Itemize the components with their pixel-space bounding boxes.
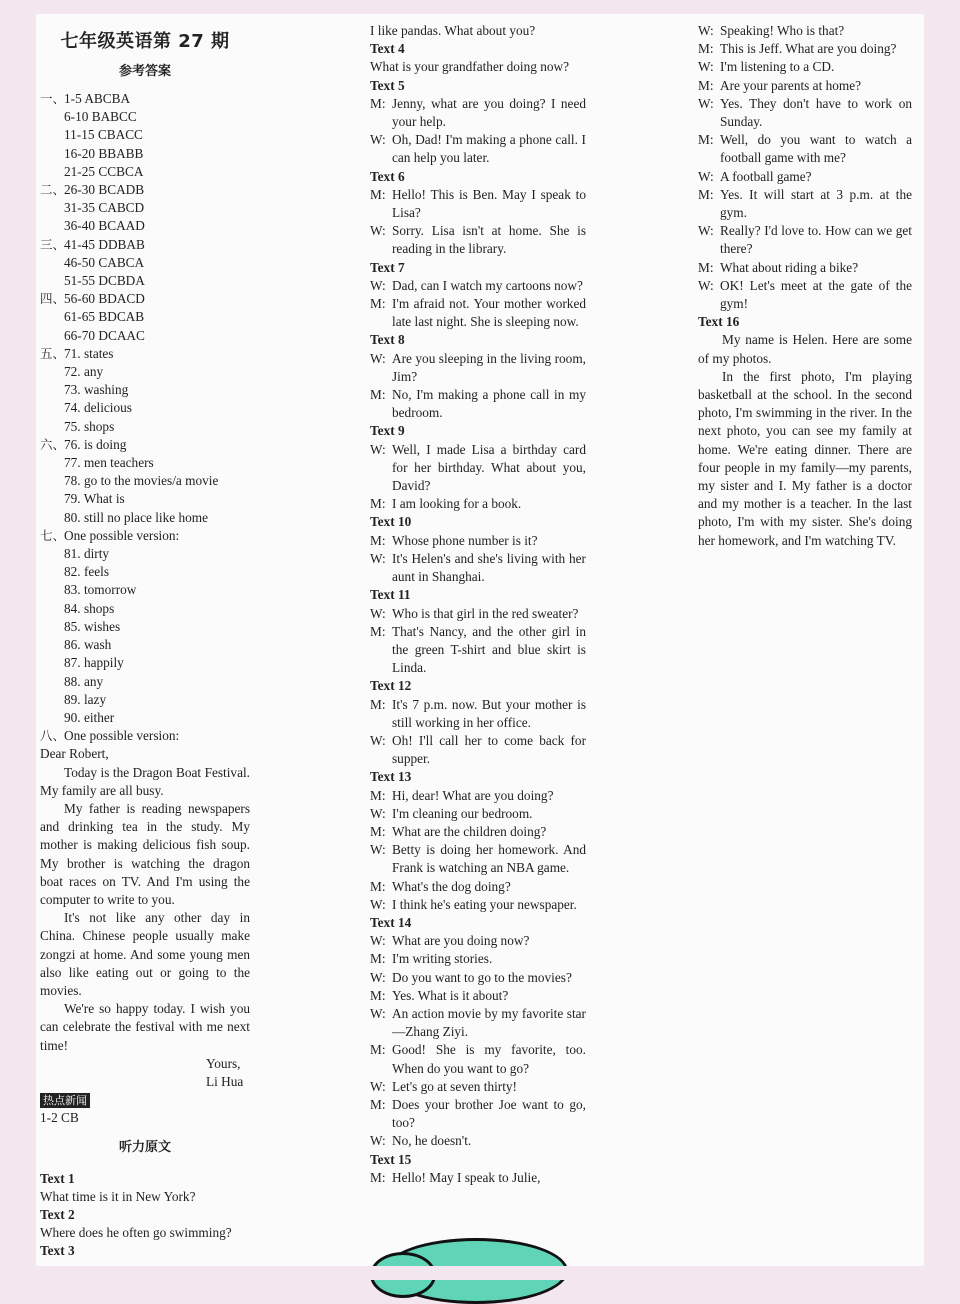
dialogue-text: Are your parents at home? [720,77,862,93]
answer-text: 77. men teachers [64,455,154,471]
speaker-label: M: [370,186,386,202]
dialogue-line [370,805,586,823]
dialogue-line [370,896,586,914]
section-label: 一、 [40,91,66,106]
answer-text: 1-5 ABCBA [64,91,131,106]
dialogue-text: What are you doing now? [392,933,530,949]
letter-greeting: Dear Robert, [40,746,109,762]
answer-row [40,654,250,672]
section-label [40,673,64,691]
answer-text: 78. go to the movies/a movie [64,473,219,489]
section-label [40,454,64,472]
answer-text: 90. either [64,709,115,725]
answer-text: 89. lazy [64,691,107,707]
section-label: 五、 [40,345,66,361]
answer-row [40,509,250,527]
news-label: 热点新闻 [40,1093,90,1108]
speaker-label: W: [370,842,386,858]
answer-text: 26-30 BCADB [64,182,145,198]
text-title: Text 6 [370,168,405,184]
section-label [40,108,64,126]
section-label [40,472,64,490]
speaker-label: M: [370,623,386,639]
answer-text: 41-45 DDBAB [64,236,145,252]
answer-text: 83. tomorrow [64,582,137,598]
text-title: Text 9 [370,423,405,439]
answer-text: 88. any [64,673,104,689]
speaker-label: W: [370,1005,386,1021]
answer-row [40,199,250,217]
dialogue-text: A football game? [720,168,812,184]
speaker-label: W: [370,350,386,366]
dialogue-line [370,1169,586,1187]
answer-row [40,254,250,272]
dialogue-line [40,1188,250,1206]
dialogue-line [698,22,912,40]
answer-row [40,600,250,618]
dialogue-text: OK! Let's meet at the gate of the gym! [720,277,912,312]
answer-text: 36-40 BCAAD [64,218,145,234]
text-title: Text 10 [370,514,412,530]
dialogue-line [370,386,586,422]
section-label: 四、 [40,291,66,307]
answer-text: 61-65 BDCAB [64,309,145,325]
dialogue-line [370,623,586,678]
answer-text: 74. delicious [64,400,132,416]
answer-text: 84. shops [64,600,115,616]
answer-text: 73. washing [64,382,129,398]
listening-texts-col1 [40,1170,250,1261]
dialogue-text: I'm cleaning our bedroom. [392,805,533,821]
dialogue-line [370,823,586,841]
letter-paragraph: We're so happy today. I wish you can celebrate the festival with me next time! [40,1001,250,1053]
sample-letter [40,745,250,1091]
dialogue-line [370,1096,586,1132]
text-title: Text 3 [40,1243,75,1259]
dialogue-text: Yes. What is it about? [392,987,509,1003]
speaker-label: M: [370,878,386,894]
section-label [40,381,64,399]
section-label [40,145,64,163]
dialogue-line [370,95,586,131]
answer-text: 76. is doing [64,436,127,452]
dialogue-line [698,77,912,95]
answer-text: 6-10 BABCC [64,109,137,125]
listening-texts-col3 [698,22,912,331]
dialogue-text: Are you sleeping in the living room, Jim? [392,350,586,384]
dialogue-text: Hello! This is Ben. May I speak to Lisa? [392,186,586,221]
answer-text: 81. dirty [64,546,110,562]
speaker-label: W: [370,441,386,457]
dialogue-text: No, he doesn't. [392,1133,472,1149]
text-title: Text 12 [370,678,412,694]
answer-row [40,691,250,709]
speaker-label: M: [698,186,714,202]
section-label [40,217,64,235]
dialogue-text: I like pandas. What about you? [370,23,536,38]
answer-text: 85. wishes [64,618,121,634]
dialogue-line [370,932,586,950]
section-label [40,418,64,436]
text-title: Text 11 [370,587,411,603]
letter-closing: Yours, [206,1055,241,1071]
dialogue-line [370,58,586,76]
answer-text: 86. wash [64,637,112,653]
answer-text: One possible version: [64,728,180,744]
answer-row [40,108,250,126]
dialogue-text: What are the children doing? [392,823,547,839]
speaker-label: M: [370,1042,386,1058]
answer-row [40,472,250,490]
dialogue-line [698,222,912,258]
speaker-label: W: [698,277,714,293]
text-title: Text 5 [370,77,405,93]
dialogue-line [370,950,586,968]
dialogue-line [370,1041,586,1077]
speaker-label: W: [698,168,714,184]
speaker-label: M: [370,95,386,111]
answer-text: 80. still no place like home [64,509,209,525]
answer-text: 87. happily [64,655,124,671]
section-label [40,126,64,144]
text-title: Text 14 [370,914,412,930]
answer-text: 51-55 DCBDA [64,273,145,289]
answer-row [40,236,250,254]
answer-row [40,490,250,508]
column-3 [698,14,912,550]
answer-row [40,181,250,199]
speaker-label: W: [698,95,714,111]
section-label [40,563,64,581]
text16-paragraph: In the first photo, I'm playing basketball at the school. In the second photo, I'm swimming in the river. In the next photo, you can see my family at home. We're eating dinner. There are four people in my family—my parents, my sister and I. My father is a doctor and my mother is a teacher. In the last photo, I'm with my sister. She's doing her homework, and I'm watching TV. [698,368,912,548]
dialogue-text: Really? I'd love to. How can we get there? [720,223,912,257]
answer-row [40,636,250,654]
answers-heading: 参考答案 [118,64,171,79]
dialogue-line [370,696,586,732]
dialogue-line [370,295,586,331]
dialogue-text: Speaking! Who is that? [720,23,845,38]
dialogue-text: Does your brother Joe want to go, too? [392,1096,586,1131]
section-label [40,327,64,345]
dialogue-line [370,186,586,222]
answer-row [40,327,250,345]
speaker-label: M: [698,41,714,57]
text-title: Text 16 [698,314,740,330]
answer-row [40,126,250,144]
text-title: Text 1 [40,1170,75,1186]
speaker-label: M: [370,787,386,803]
section-label [40,399,64,417]
speaker-label: W: [370,732,386,748]
answer-text: 16-20 BBABB [64,145,144,161]
speaker-label: W: [370,223,386,239]
speaker-label: W: [698,23,714,38]
dialogue-line [698,277,912,313]
dialogue-line [698,259,912,277]
dialogue-text: Well, I made Lisa a birthday card for her birthday. What about you, David? [392,441,586,494]
speaker-label: M: [370,987,386,1003]
dialogue-line [370,532,586,550]
dialogue-text: Betty is doing her homework. And Frank is watching an NBA game. [392,842,586,876]
speaker-label: M: [370,696,386,712]
answer-row [40,727,250,745]
text-title: Text 15 [370,1151,412,1167]
answer-row [40,418,250,436]
text-title: Text 8 [370,332,405,348]
dialogue-text: Yes. It will start at 3 p.m. at the gym. [720,186,912,221]
text-title: Text 2 [40,1206,75,1222]
letter-signature: Li Hua [206,1073,244,1089]
speaker-label: W: [370,933,386,949]
speaker-label: M: [370,496,386,512]
column-2 [370,14,586,1187]
news-section [40,1091,250,1127]
answer-row [40,308,250,326]
answer-row [40,545,250,563]
listening-texts-col2 [370,22,586,1187]
letter-paragraph: It's not like any other day in China. Chinese people usually make zongzi at home. And some young men also like eating out or going to the movies. [40,910,250,998]
speaker-label: W: [370,896,386,912]
dialogue-text: No, I'm making a phone call in my bedroom. [392,387,586,421]
dialogue-text: What about riding a bike? [720,259,859,275]
answer-row [40,272,250,290]
dialogue-text: Hi, dear! What are you doing? [392,787,554,803]
speaker-label: M: [370,296,386,312]
dialogue-line [698,40,912,58]
speaker-label: M: [698,132,714,148]
answer-row [40,90,250,108]
dialogue-text: This is Jeff. What are you doing? [720,41,897,57]
section-label [40,363,64,381]
dialogue-line [370,987,586,1005]
dialogue-text: Hello! May I speak to Julie, [392,1169,541,1185]
dialogue-text: Good! She is my favorite, too. When do you want to go? [392,1042,586,1076]
section-label [40,272,64,290]
dialogue-line [698,58,912,76]
dialogue-text: Dad, can I watch my cartoons now? [392,277,583,293]
dialogue-text: I think he's eating your newspaper. [392,896,577,912]
section-label [40,600,64,618]
bottom-background-strip [0,1266,960,1280]
dialogue-text: Oh, Dad! I'm making a phone call. I can help you later. [392,132,586,166]
dialogue-text: What is your grandfather doing now? [370,59,570,75]
speaker-label: M: [370,1096,386,1112]
answer-row [40,454,250,472]
speaker-label: M: [698,77,714,93]
dialogue-text: I'm listening to a CD. [720,59,835,75]
text-title: Text 13 [370,769,412,785]
section-label [40,199,64,217]
news-answer: 1-2 CB [40,1110,79,1126]
section-label [40,509,64,527]
dialogue-text: Do you want to go to the movies? [392,969,572,985]
answer-text: 56-60 BDACD [64,291,145,307]
dialogue-text: What time is it in New York? [40,1188,196,1204]
dialogue-text: I'm writing stories. [392,951,493,967]
section-label [40,254,64,272]
dialogue-line [370,1005,586,1041]
answer-text: 79. What is [64,491,125,507]
dialogue-text: I am looking for a book. [392,496,522,512]
section-label [40,654,64,672]
dialogue-text: Well, do you want to watch a football game with me? [720,132,912,166]
answer-row [40,290,250,308]
section-label [40,636,64,654]
speaker-label: W: [370,1133,386,1149]
section-label: 三、 [40,236,66,252]
section-label [40,490,64,508]
speaker-label: M: [370,951,386,967]
speaker-label: M: [370,387,386,403]
answer-text: 11-15 CBACC [64,127,143,143]
dialogue-line [370,350,586,386]
dialogue-line [370,841,586,877]
speaker-label: W: [370,1078,386,1094]
section-label [40,545,64,563]
section-label [40,581,64,599]
dialogue-text: Sorry. Lisa isn't at home. She is reading in the library. [392,223,586,257]
speaker-label: W: [698,223,714,239]
section-label: 二、 [40,182,66,198]
letter-paragraph: Today is the Dragon Boat Festival. My family are all busy. [40,764,250,798]
answer-text: 31-35 CABCD [64,200,145,216]
answer-row [40,345,250,363]
answer-text: 82. feels [64,564,110,580]
answer-text: One possible version: [64,527,180,543]
dialogue-line [698,168,912,186]
answer-row [40,673,250,691]
answer-list [40,90,250,745]
speaker-label: W: [370,969,386,985]
dialogue-line [698,95,912,131]
section-label [40,709,64,727]
text-title: Text 4 [370,41,405,57]
answer-row [40,145,250,163]
speaker-label: W: [370,605,386,621]
dialogue-line [370,222,586,258]
dialogue-line [370,787,586,805]
text16-passage [698,331,912,549]
dialogue-line [698,186,912,222]
answer-row [40,217,250,235]
dialogue-line [370,277,586,295]
dialogue-line [370,22,586,40]
dialogue-text: Whose phone number is it? [392,532,538,548]
listening-heading: 听力原文 [118,1139,171,1155]
section-label [40,163,64,181]
dialogue-line [370,550,586,586]
speaker-label: M: [370,823,386,839]
answer-row [40,527,250,545]
dialogue-text: Where does he often go swimming? [40,1225,232,1241]
answer-sheet-page [36,14,924,1266]
speaker-label: W: [698,59,714,75]
dialogue-line [370,969,586,987]
dialogue-text: Let's go at seven thirty! [392,1078,517,1094]
dialogue-text: Yes. They don't have to work on Sunday. [720,95,912,130]
dialogue-line [40,1224,250,1242]
speaker-label: W: [370,550,386,566]
section-label: 七、 [40,527,66,543]
dialogue-line [370,732,586,768]
dialogue-line [370,441,586,496]
speaker-label: M: [370,532,386,548]
dialogue-text: It's 7 p.m. now. But your mother is still working in her office. [392,696,586,730]
dialogue-text: Who is that girl in the red sweater? [392,605,579,621]
letter-body [40,764,250,1055]
answer-text: 75. shops [64,418,115,434]
dialogue-line [370,605,586,623]
answer-row [40,163,250,181]
section-label [40,618,64,636]
dialogue-line [370,495,586,513]
speaker-label: W: [370,277,386,293]
answer-row [40,381,250,399]
answer-row [40,436,250,454]
dialogue-text: It's Helen's and she's living with her aunt in Shanghai. [392,550,586,585]
dialogue-text: What's the dog doing? [392,878,511,894]
speaker-label: W: [370,132,386,148]
answer-text: 21-25 CCBCA [64,163,144,179]
speaker-label: W: [370,805,386,821]
answer-text: 46-50 CABCA [64,254,145,270]
answer-row [40,363,250,381]
answer-text: 72. any [64,364,104,380]
section-label: 六、 [40,436,66,452]
section-label: 八、 [40,728,66,744]
speaker-label: M: [698,259,714,275]
dialogue-text: Oh! I'll call her to come back for supper. [392,732,586,767]
answer-row [40,581,250,599]
dialogue-line [370,1078,586,1096]
answer-text: 66-70 DCAAC [64,327,145,343]
dialogue-line [370,1132,586,1150]
answer-row [40,618,250,636]
text-title: Text 7 [370,259,405,275]
answer-row [40,563,250,581]
answer-text: 71. states [64,345,114,361]
dialogue-text: That's Nancy, and the other girl in the green T-shirt and blue skirt is Linda. [392,623,586,676]
dialogue-text: Jenny, what are you doing? I need your help. [392,95,586,130]
dialogue-line [370,131,586,167]
answer-row [40,709,250,727]
dialogue-text: An action movie by my favorite star—Zhang Ziyi. [392,1005,586,1040]
page-title: 七年级英语第 27 期 [60,31,230,52]
letter-paragraph: My father is reading newspapers and drinking tea in the study. My mother is making delicious fish soup. My brother is watching the dragon boat races on TV. And I'm using the computer to write to you. [40,800,250,907]
column-1 [40,14,250,1261]
dialogue-line [370,878,586,896]
dialogue-line [698,131,912,167]
answer-row [40,399,250,417]
section-label [40,308,64,326]
text16-paragraph: My name is Helen. Here are some of my photos. [698,332,912,366]
speaker-label: M: [370,1169,386,1185]
dialogue-text: I'm afraid not. Your mother worked late last night. She is sleeping now. [392,296,586,330]
section-label [40,691,64,709]
